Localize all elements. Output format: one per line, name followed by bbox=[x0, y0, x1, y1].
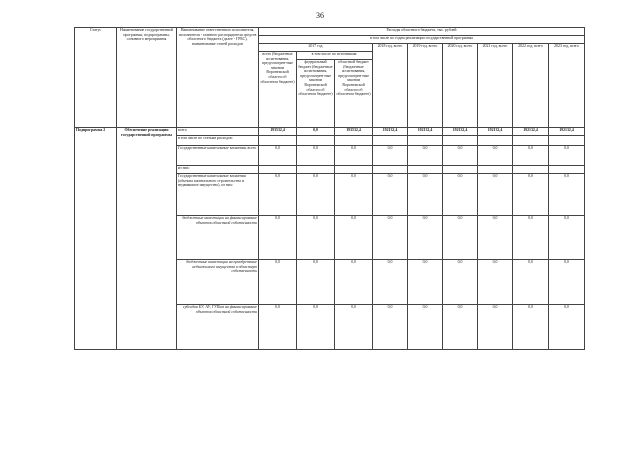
value-cell: 0,0 bbox=[297, 174, 335, 216]
value-cell: 0,0 bbox=[549, 216, 585, 260]
header-total-2017: всего (бюджетные ассигнования, предусмотрен-ные законом Воронежской области об областном бюджете) bbox=[259, 52, 297, 128]
value-cell: 0,0 bbox=[549, 146, 585, 166]
budget-table bbox=[74, 27, 585, 350]
value-cell: 0,0 bbox=[408, 216, 443, 260]
value-cell: 0,0 bbox=[259, 216, 297, 260]
row-label: из них: bbox=[177, 166, 259, 174]
value-cell bbox=[408, 136, 443, 146]
value-cell bbox=[549, 136, 585, 146]
value-cell bbox=[478, 166, 513, 174]
value-cell: 0,0 bbox=[513, 146, 549, 166]
header-year-2022: 2022 год, всего bbox=[513, 44, 549, 128]
value-cell: 0,0 bbox=[335, 174, 373, 216]
value-cell: 0,0 bbox=[335, 305, 373, 350]
value-cell: 192132,4 bbox=[408, 128, 443, 136]
value-cell bbox=[335, 166, 373, 174]
value-cell: 0,0 bbox=[335, 216, 373, 260]
row-label: бюджетные инвестиции на приобретение недвижимого имущества в областную собственность bbox=[177, 260, 259, 305]
value-cell: 0,0 bbox=[443, 216, 478, 260]
page-number: 36 bbox=[316, 11, 324, 20]
row-label: бюджетные инвестиции на финансирование объектов областной собственности bbox=[177, 216, 259, 260]
value-cell: 0,0 bbox=[513, 174, 549, 216]
table-body bbox=[75, 128, 585, 350]
row-label: субсидии БУ, АУ, ГУПам на финансирование объектов областной собственности bbox=[177, 305, 259, 350]
header-status: Статус bbox=[75, 28, 117, 128]
value-cell: 0,0 bbox=[297, 260, 335, 305]
value-cell bbox=[373, 136, 408, 146]
value-cell bbox=[259, 136, 297, 146]
value-cell bbox=[478, 136, 513, 146]
value-cell: 0,0 bbox=[259, 305, 297, 350]
value-cell: 0,0 bbox=[478, 216, 513, 260]
value-cell: 0,0 bbox=[549, 260, 585, 305]
value-cell: 193532,4 bbox=[259, 128, 297, 136]
value-cell: 0,0 bbox=[373, 174, 408, 216]
header-executor-name: Наименование ответственного исполнителя, исполнителя - главного распорядителя средств областного бюджета (далее - ГРБС), наименование статей расходов bbox=[177, 28, 259, 128]
value-cell: 0,0 bbox=[297, 305, 335, 350]
value-cell bbox=[549, 166, 585, 174]
header-federal: федеральный бюджет (бюджетные ассигнования, предусмотрен-ные законом Воронежской области об областном бюджете) bbox=[297, 60, 335, 128]
value-cell: 192132,4 bbox=[513, 128, 549, 136]
value-cell: 0,0 bbox=[335, 146, 373, 166]
header-program-name: Наименование государственной программы, подпрограммы, основного мероприятия bbox=[117, 28, 177, 128]
value-cell: 192132,4 bbox=[549, 128, 585, 136]
value-cell: 0,0 bbox=[513, 216, 549, 260]
value-cell: 192132,4 bbox=[443, 128, 478, 136]
value-cell bbox=[297, 166, 335, 174]
header-year-2017: 2017 год bbox=[259, 44, 373, 52]
row-label: всего bbox=[177, 128, 259, 136]
value-cell: 0,0 bbox=[297, 216, 335, 260]
value-cell bbox=[259, 166, 297, 174]
value-cell: 0,0 bbox=[443, 305, 478, 350]
value-cell: 0,0 bbox=[408, 260, 443, 305]
value-cell: 0,0 bbox=[443, 174, 478, 216]
header-expenses-title: Расходы областного бюджета, тыс. рублей bbox=[259, 28, 585, 36]
row-label: Государственные капитальные вложения (объекты капитального строительства и недвижимое имущество), из них: bbox=[177, 174, 259, 216]
value-cell bbox=[513, 166, 549, 174]
value-cell: 0,0 bbox=[259, 260, 297, 305]
subprogram-name: Обеспечение реализации государственной программы bbox=[117, 128, 177, 350]
value-cell: 0,0 bbox=[259, 174, 297, 216]
value-cell: 0,0 bbox=[373, 260, 408, 305]
value-cell: 0,0 bbox=[408, 146, 443, 166]
value-cell: 0,0 bbox=[373, 216, 408, 260]
header-year-2019: 2019 год, всего bbox=[408, 44, 443, 128]
value-cell: 0,0 bbox=[297, 146, 335, 166]
value-cell: 0,0 bbox=[478, 260, 513, 305]
value-cell bbox=[297, 136, 335, 146]
value-cell: 0,0 bbox=[297, 128, 335, 136]
header-by-years: в том числе по годам реализации государственной программы bbox=[259, 36, 585, 44]
value-cell: 0,0 bbox=[443, 146, 478, 166]
value-cell: 0,0 bbox=[408, 174, 443, 216]
header-year-2023: 2023 год, всего bbox=[549, 44, 585, 128]
value-cell: 0,0 bbox=[373, 146, 408, 166]
header-year-2018: 2018 год, всего bbox=[373, 44, 408, 128]
value-cell: 0,0 bbox=[478, 174, 513, 216]
header-year-2021: 2021 год, всего bbox=[478, 44, 513, 128]
value-cell: 0,0 bbox=[478, 146, 513, 166]
value-cell: 0,0 bbox=[335, 260, 373, 305]
value-cell bbox=[513, 136, 549, 146]
value-cell: 0,0 bbox=[513, 260, 549, 305]
subprogram-status: Подпрограмма 2 bbox=[75, 128, 117, 350]
value-cell: 0,0 bbox=[478, 305, 513, 350]
header-by-sources: в том числе по источникам: bbox=[297, 52, 373, 60]
value-cell bbox=[335, 136, 373, 146]
value-cell: 0,0 bbox=[443, 260, 478, 305]
value-cell: 0,0 bbox=[549, 174, 585, 216]
value-cell: 193532,4 bbox=[335, 128, 373, 136]
header-year-2020: 2020 год, всего bbox=[443, 44, 478, 128]
value-cell bbox=[373, 166, 408, 174]
value-cell: 0,0 bbox=[408, 305, 443, 350]
row-label: в том числе по статьям расходов: bbox=[177, 136, 259, 146]
value-cell: 0,0 bbox=[549, 305, 585, 350]
header-regional: областной бюджет (бюджетные ассигнования, предусмотрен-ные законом Воронежской области об областном бюджете) bbox=[335, 60, 373, 128]
table-row bbox=[75, 128, 585, 136]
value-cell: 0,0 bbox=[513, 305, 549, 350]
row-label: Государственные капитальные вложения, всего bbox=[177, 146, 259, 166]
value-cell: 192132,4 bbox=[478, 128, 513, 136]
value-cell: 192132,4 bbox=[373, 128, 408, 136]
value-cell: 0,0 bbox=[259, 146, 297, 166]
value-cell bbox=[443, 136, 478, 146]
table-header bbox=[75, 28, 585, 128]
value-cell bbox=[443, 166, 478, 174]
value-cell: 0,0 bbox=[373, 305, 408, 350]
value-cell bbox=[408, 166, 443, 174]
